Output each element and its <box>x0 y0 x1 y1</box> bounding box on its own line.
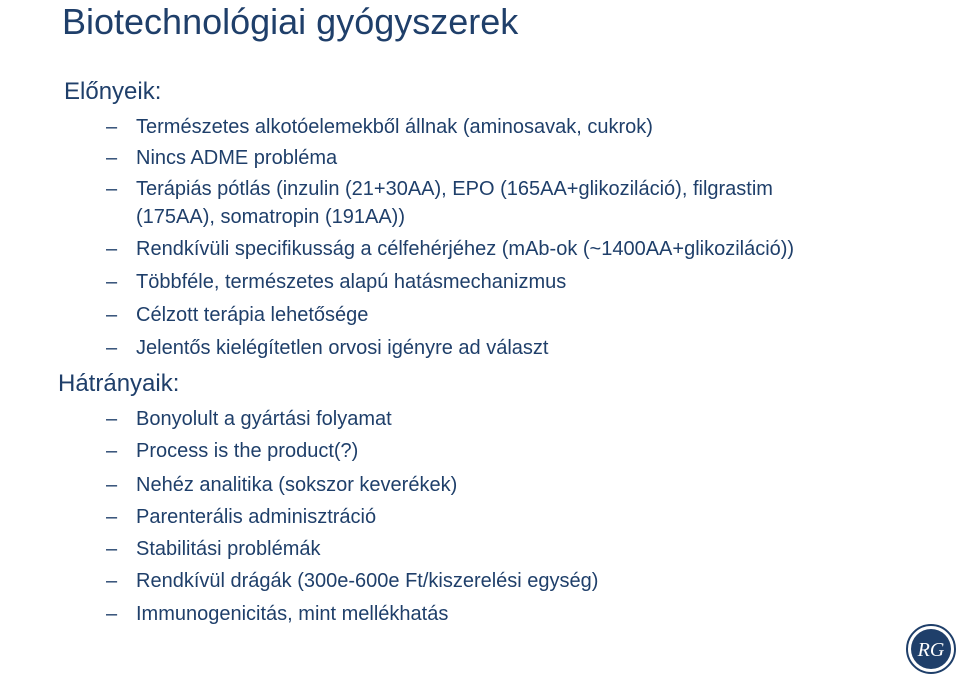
cons-item-text: Bonyolult a gyártási folyamat <box>136 408 392 430</box>
cons-item-text: Nehéz analitika (sokszor keverékek) <box>136 474 458 496</box>
cons-item-text: Process is the product(?) <box>136 440 359 462</box>
slide-title: Biotechnológiai gyógyszerek <box>62 1 519 42</box>
pros-item-text: Nincs ADME probléma <box>136 147 338 169</box>
bullet-dash: – <box>106 440 118 462</box>
cons-heading: Hátrányaik: <box>58 370 180 397</box>
pros-item-text-line2: (175AA), somatropin (191AA)) <box>136 206 406 228</box>
cons-item-text: Immunogenicitás, mint mellékhatás <box>136 603 449 625</box>
bullet-dash: – <box>106 271 118 293</box>
bullet-dash: – <box>106 408 118 430</box>
pros-item-text: Többféle, természetes alapú hatásmechanizmus <box>136 271 567 293</box>
cons-item-text: Stabilitási problémák <box>136 538 321 560</box>
pros-item-text: Természetes alkotóelemekből állnak (aminosavak, cukrok) <box>136 116 653 138</box>
bullet-dash: – <box>106 337 118 359</box>
bullet-dash: – <box>106 116 118 138</box>
bullet-dash: – <box>106 570 118 592</box>
bullet-dash: – <box>106 538 118 560</box>
bullet-dash: – <box>106 506 118 528</box>
company-logo <box>906 624 956 674</box>
bullet-dash: – <box>106 147 118 169</box>
bullet-dash: – <box>106 603 118 625</box>
cons-item-text: Parenterális adminisztráció <box>136 506 377 528</box>
pros-heading: Előnyeik: <box>64 78 162 105</box>
bullet-dash: – <box>106 238 118 260</box>
cons-item-text: Rendkívül drágák (300e-600e Ft/kiszerelési egység) <box>136 570 599 592</box>
logo-lettering: RG <box>917 639 945 661</box>
bullet-dash: – <box>106 304 118 326</box>
bullet-dash: – <box>106 178 118 200</box>
pros-item-text: Terápiás pótlás (inzulin (21+30AA), EPO (165AA+glikoziláció), filgrastim <box>136 178 773 200</box>
pros-item-text: Jelentős kielégítetlen orvosi igényre ad választ <box>136 337 549 359</box>
pros-item-text: Rendkívüli specifikusság a célfehérjéhez (mAb-ok (~1400AA+glikoziláció)) <box>136 238 795 260</box>
bullet-dash: – <box>106 474 118 496</box>
pros-item-text: Célzott terápia lehetősége <box>136 304 369 326</box>
